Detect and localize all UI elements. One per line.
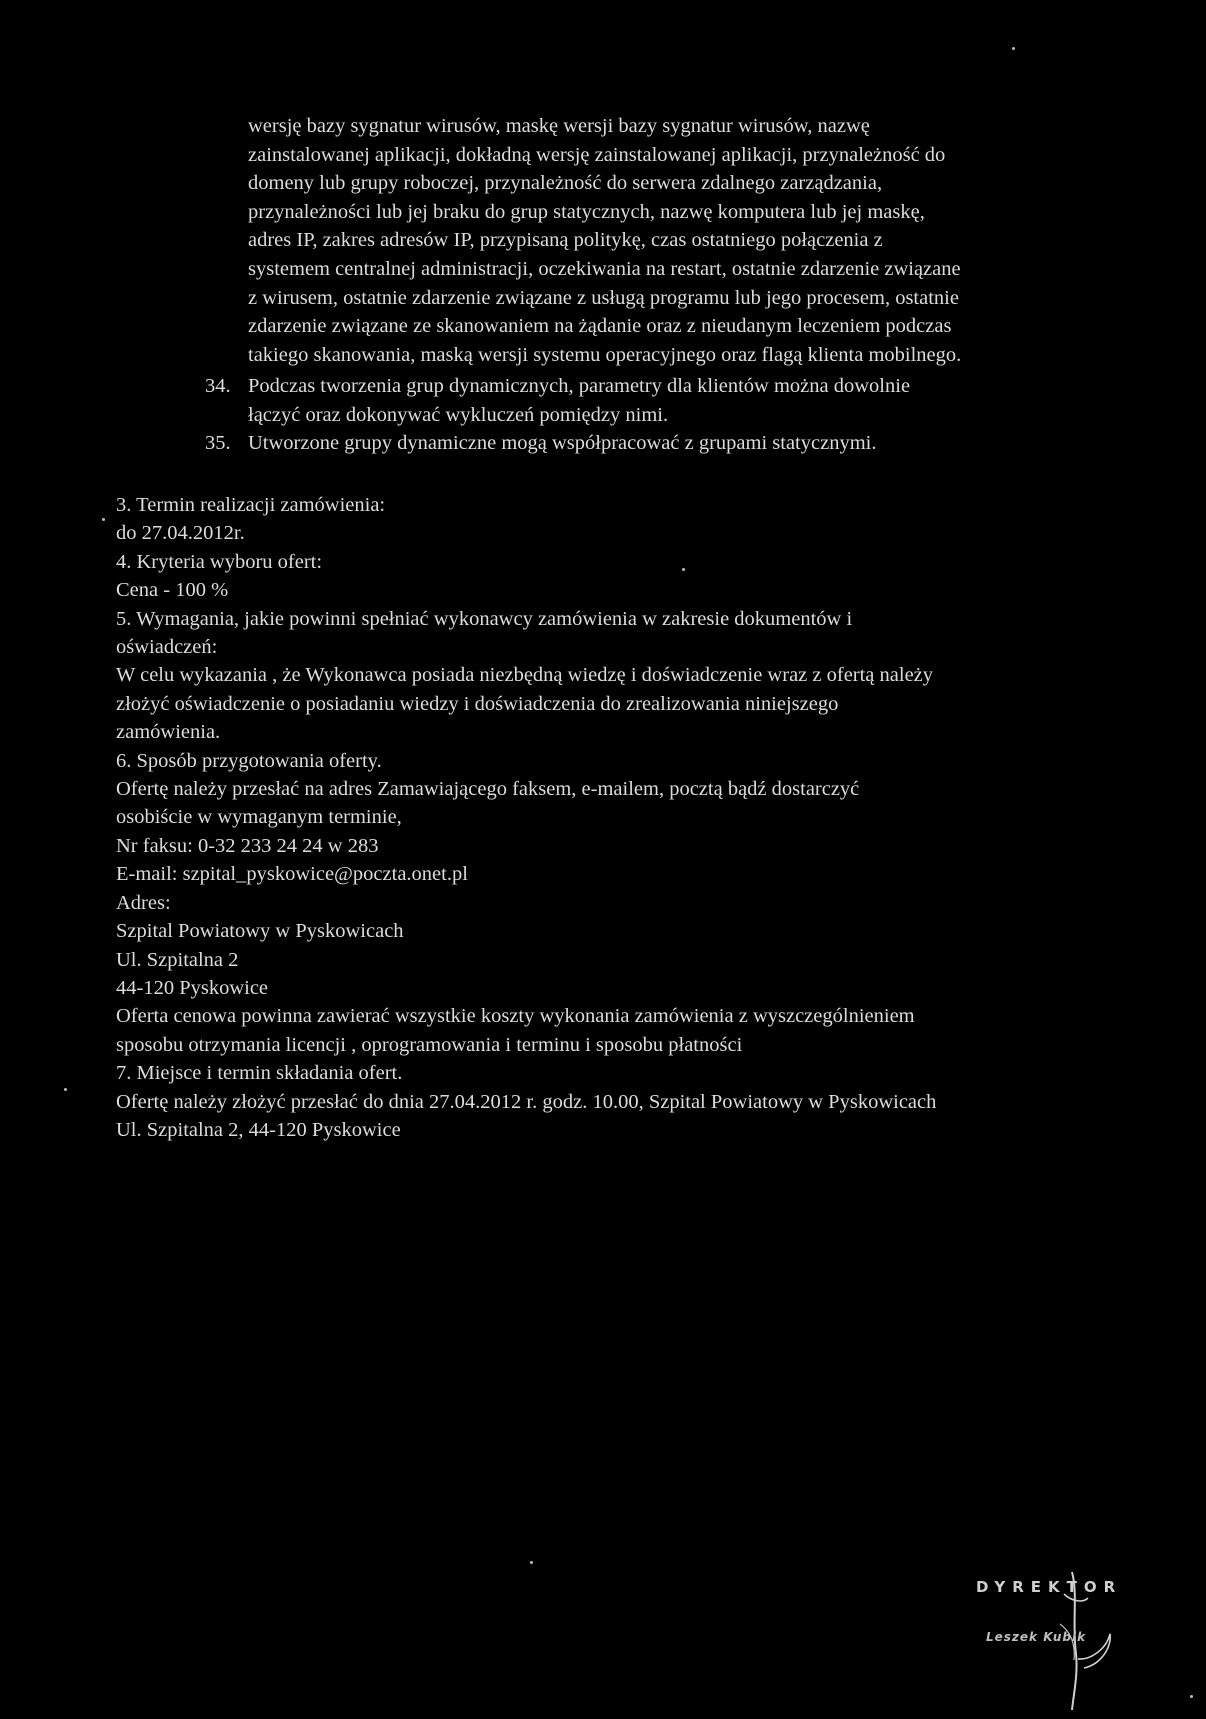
stamp-title: DYREKTOR [976,1578,1123,1596]
stamp-name: Leszek Kubik [986,1630,1087,1644]
paragraph-line: domeny lub grupy roboczej, przynależność do serwera zdalnego zarządzania, [248,172,883,195]
list-item-number: 34. [205,375,231,397]
paragraph-line: wersję bazy sygnatur wirusów, maskę wersji bazy sygnatur wirusów, nazwę [248,115,870,137]
scan-speck [64,1088,67,1091]
list-item-35 [205,429,1120,458]
paragraph-line: z wirusem, ostatnie zdarzenie związane z usługą programu lub jego procesem, ostatnie [248,286,959,309]
procurement-terms-section [116,491,1126,1144]
scan-speck [1012,47,1015,50]
offer-preparation-text: Ofertę należy przesłać na adres Zamawiającego faksem, e-mailem, pocztą bądź dostarczyć [116,778,860,801]
paragraph-line: takiego skanowania, maską wersji systemu operacyjnego oraz flagą klienta mobilnego. [248,343,962,366]
section-heading-offer-preparation: 6. Sposób przygotowania oferty. [116,749,382,772]
fax-number: Nr faksu: 0-32 233 24 24 w 283 [116,834,379,857]
list-item-34 [205,372,1120,429]
address-label: Adres: [116,891,171,914]
address-line: 44-120 Pyskowice [116,976,269,999]
deadline-value: do 27.04.2012r. [116,522,245,545]
list-item-line: Utworzone grupy dynamiczne mogą współpracować z grupami statycznymi. [248,432,877,455]
requirements-text: W celu wykazania , że Wykonawca posiada niezbędną wiedzę i doświadczenie wraz z ofertą należy [116,664,934,687]
address-line: Szpital Powiatowy w Pyskowicach [116,920,404,943]
director-stamp-signature [960,1564,1160,1714]
list-item-line: Podczas tworzenia grup dynamicznych, parametry dla klientów można dowolnie [248,375,911,397]
paragraph-line: systemem centralnej administracji, oczekiwania na restart, ostatnie zdarzenie związane [248,257,961,280]
virus-scan-parameters-paragraph [248,112,1120,369]
list-item-number: 35. [205,432,231,455]
criteria-value: Cena - 100 % [116,579,229,602]
scan-speck [682,568,685,571]
submission-text: Ofertę należy złożyć przesłać do dnia 27.04.2012 r. godz. 10.00, Szpital Powiatowy w Pyskowicach [116,1090,937,1113]
section-heading-requirements: 5. Wymagania, jakie powinni spełniać wykonawcy zamówienia w zakresie dokumentów i [116,607,853,630]
requirements-text: złożyć oświadczenie o posiadaniu wiedzy i doświadczenia do zrealizowania niniejszego [116,692,839,715]
section-heading-deadline: 3. Termin realizacji zamówienia: [116,494,386,516]
requirements-text: zamówienia. [116,721,221,744]
section-heading-requirements-cont: oświadczeń: [116,636,218,659]
address-line: Ul. Szpitalna 2 [116,948,239,971]
paragraph-line: zainstalowanej aplikacji, dokładną wersję zainstalowanej aplikacji, przynależność do [248,143,946,166]
offer-cost-text: Oferta cenowa powinna zawierać wszystkie koszty wykonania zamówienia z wyszczególnieniem [116,1005,915,1028]
submission-text: Ul. Szpitalna 2, 44-120 Pyskowice [116,1118,401,1141]
list-item-line: łączyć oraz dokonywać wykluczeń pomiędzy nimi. [248,403,669,426]
section-heading-criteria: 4. Kryteria wyboru ofert: [116,550,323,573]
offer-preparation-text: osobiście w wymaganym terminie, [116,806,402,829]
email-address: E-mail: szpital_pyskowice@poczta.onet.pl [116,863,468,886]
scan-speck [1190,1695,1193,1698]
numbered-requirements-list [205,372,1120,458]
section-heading-submission: 7. Miejsce i termin składania ofert. [116,1062,403,1085]
offer-cost-text: sposobu otrzymania licencji , oprogramowania i terminu i sposobu płatności [116,1033,743,1056]
scan-speck [530,1561,533,1564]
scan-speck [102,518,105,521]
paragraph-line: przynależności lub jej braku do grup statycznych, nazwę komputera lub jej maskę, [248,200,925,223]
paragraph-line: adres IP, zakres adresów IP, przypisaną politykę, czas ostatniego połączenia z [248,229,883,252]
paragraph-line: zdarzenie związane ze skanowaniem na żądanie oraz z nieudanym leczeniem podczas [248,315,952,338]
